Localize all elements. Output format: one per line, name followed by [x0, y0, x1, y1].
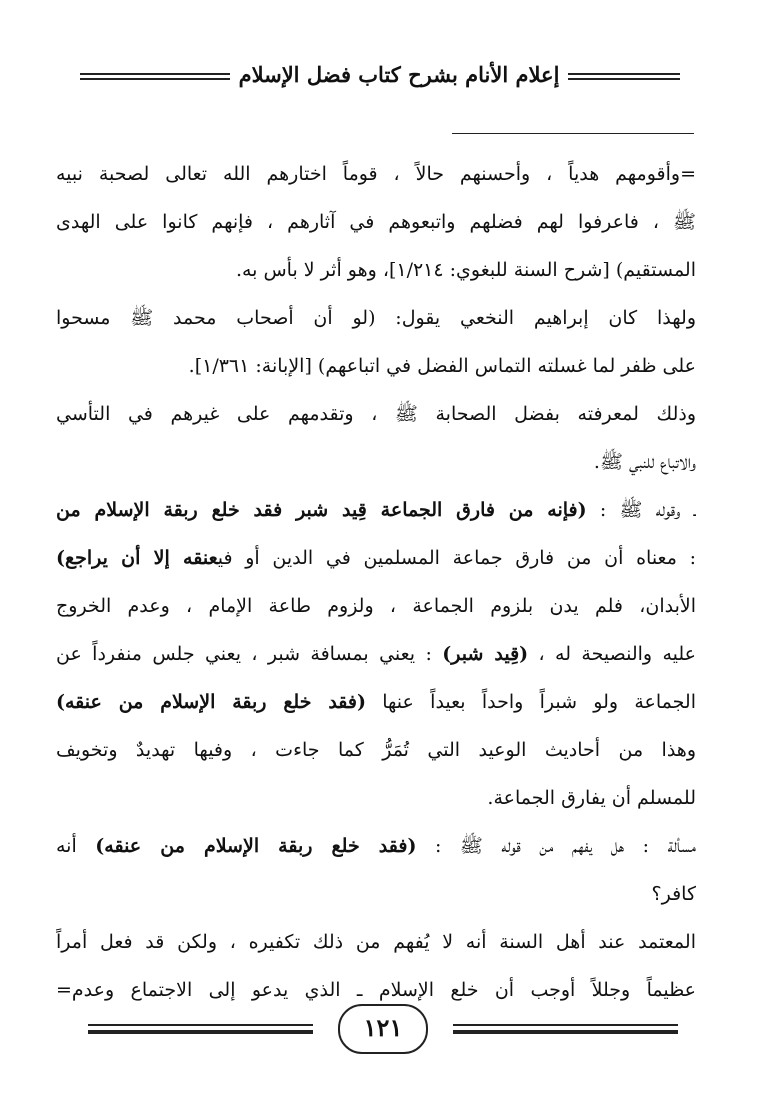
- text-span: المستقيم) [شرح السنة للبغوي: ١/٢١٤]، وهو أثر لا بأس به.: [235, 259, 696, 281]
- bold-quote: (فقد خلع ربقة الإسلام من عنقه): [56, 691, 366, 713]
- bold-quote: (قِيد شبر): [442, 643, 529, 665]
- bold-quote: (فإنه من فارق الجماعة قِيد شبر فقد خلع ربقة الإسلام من: [56, 499, 587, 521]
- text-span: للمسلم أن يفارق الجماعة.: [487, 787, 696, 809]
- text-line: [56, 870, 696, 918]
- page-footer: [88, 1000, 678, 1064]
- text-line: [56, 342, 696, 390]
- footer-rule-left: [88, 1024, 313, 1034]
- text-span: على ظفر لما غسلته التماس الفضل في اتباعهم) [الإبانة: ١/٣٦١].: [188, 355, 696, 377]
- text-span: ﷺ ، فاعرفوا لهم فضلهم واتبعوهم في آثارهم ، فإنهم كانوا على الهدى: [56, 211, 696, 233]
- header-title: إعلام الأنام بشرح كتاب فضل الإسلام: [238, 62, 560, 87]
- text-line: [56, 390, 696, 438]
- text-span: والاتباع للنبي ﷺ.: [593, 451, 696, 473]
- footnote-separator: [452, 133, 694, 134]
- text-span: الأبدان، فلم يدن بلزوم الجماعة ، ولزوم طاعة الإمام ، وعدم الخروج: [56, 595, 696, 617]
- text-line: [56, 918, 696, 966]
- text-line: [56, 582, 696, 630]
- text-line: [56, 486, 696, 534]
- text-span: ولهذا كان إبراهيم النخعي يقول: (لو أن أصحاب محمد ﷺ مسحوا: [56, 307, 696, 329]
- text-line: [56, 246, 696, 294]
- text-span: : يعني بمسافة شبر ، يعني جلس منفرداً عن: [56, 643, 443, 665]
- text-span: عظيماً وجللاً أوجب أن خلع الإسلام ـ الذي يدعو إلى الاجتماع وعدم=: [56, 979, 696, 1001]
- text-line: [56, 774, 696, 822]
- page-number: ١٢١: [338, 1004, 428, 1054]
- text-span: ـ وقوله ﷺ :: [586, 499, 696, 521]
- text-span: المعتمد عند أهل السنة أنه لا يُفهم من ذلك تكفيره ، ولكن قد فعل أمراً: [56, 931, 696, 953]
- text-span: =وأقومهم هدياً ، وأحسنهم حالاً ، قوماً اختارهم الله تعالى لصحبة نبيه: [56, 163, 696, 185]
- text-span: : معناه أن من فارق جماعة المسلمين في الدين أو في: [217, 547, 696, 569]
- text-line: [56, 294, 696, 342]
- text-span: وذلك لمعرفته بفضل الصحابة ﷺ ، وتقدمهم على غيرهم في التأسي: [56, 403, 696, 425]
- footer-rule-right: [453, 1024, 678, 1034]
- text-line: [56, 534, 696, 582]
- text-span: الجماعة ولو شبراً واحداً بعيداً عنها: [365, 691, 696, 713]
- text-span: أنه: [56, 835, 96, 857]
- text-line: [56, 726, 696, 774]
- text-line: [56, 438, 696, 486]
- text-span: مسألة : هل يفهم من قوله ﷺ :: [416, 835, 696, 857]
- text-span: عليه والنصيحة له ،: [528, 643, 696, 665]
- bold-quote: (فقد خلع ربقة الإسلام من عنقه): [95, 835, 417, 857]
- text-line: [56, 198, 696, 246]
- header-rule-left: [80, 73, 230, 80]
- text-line: [56, 822, 696, 870]
- text-line: [56, 630, 696, 678]
- text-line: [56, 678, 696, 726]
- text-span: كافر؟: [651, 883, 696, 905]
- text-span: وهذا من أحاديث الوعيد التي تُمَرُّ كما جاءت ، وفيها تهديدٌ وتخويف: [56, 739, 696, 761]
- running-header: [80, 60, 680, 94]
- text-line: [56, 150, 696, 198]
- header-rule-right: [568, 73, 680, 80]
- bold-quote: عنقه إلا أن يراجع): [56, 547, 218, 569]
